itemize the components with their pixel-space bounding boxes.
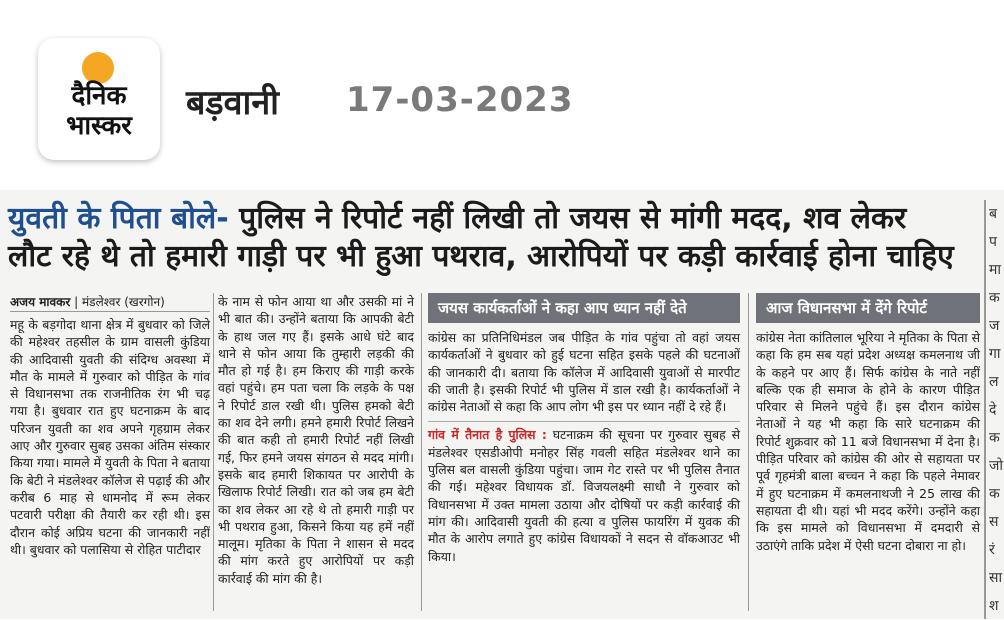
headline-line1: पुलिस ने रिपोर्ट नहीं लिखी तो जयस से मांगी मदद, शव लेकर xyxy=(239,201,907,236)
byline-place: मंडलेश्वर (खरगोन) xyxy=(81,295,165,309)
column-3-para2: घटनाक्रम की सूचना पर गुरुवार सुबह से मंडलेश्वर एसडीओपी मनोहर सिंह गवली सहित मंडलेश्वर थाने का पुलिस बल वासली कुंडिया पहुंचा। जाम गेट रास्ते पर भी पुलिस तैनात की गई। महेश्वर विधायक डॉ. विजयलक्ष्मी साधौ ने गुरुवार को विधानसभा में उक्त मामला उठाया और दोषियों पर कड़ी कार्रवाई की मांग की। आदिवासी युवती की हत्या व पुलिस फायरिंग में युवक की मौत के आरोप लगाते हुए कांग्रेस विधायकों ने सदन से वॉकआउट भी किया। xyxy=(428,427,740,564)
byline-author: अजय मावकर xyxy=(10,295,71,309)
logo-text-line2: भास्कर xyxy=(66,111,132,141)
byline: अजय मावकर | मंडलेश्वर (खरगोन) xyxy=(10,293,210,312)
edge-fragment: क xyxy=(989,430,1000,446)
edge-fragment: जो xyxy=(989,458,1004,474)
article-column-2 xyxy=(218,293,414,587)
edge-fragment: स xyxy=(989,514,999,530)
column-1-text: महू के बड़गोदा थाना क्षेत्र में बुधवार को जिले की महेश्वर तहसील के ग्राम वासली कुंडिया की आदिवासी युवती की संदिग्ध अवस्था में मौत के मामले में गुरुवार को पीड़ित के गांव से विधानसभा तक राजनीतिक रंग भी चढ़ गया है। बुधवार रात हुए घटनाक्रम के बाद परिजन युवती का शव अपने गृहग्राम लेकर आए और गुरुवार सुबह उसका अंतिम संस्कार किया गया। मामले में युवती के पिता ने बताया कि बेटी ने मंडलेश्वर कॉलेज से पढ़ाई की और करीब 6 माह से धामनोद में रूम लेकर पटवारी परीक्षा की तैयारी कर रही थी। इस दौरान कोई अप्रिय घटना की जानकारी नहीं थी। बुधवार को पलासिया से रोहित पाटीदार xyxy=(10,317,210,557)
app-header xyxy=(0,0,1004,190)
edition-date: 17-03-2023 xyxy=(346,80,574,120)
column-divider xyxy=(421,293,422,611)
edge-fragment: मा xyxy=(989,262,1001,278)
logo-text-line1: दैनिक xyxy=(71,81,127,111)
edge-fragment: सा xyxy=(989,570,1003,586)
edge-fragment: ब xyxy=(989,206,997,222)
edge-fragment: गा xyxy=(989,346,1001,362)
sun-icon xyxy=(82,52,114,84)
headline-lead: युवती के पिता बोले- xyxy=(8,201,229,236)
edge-fragment: रं xyxy=(989,542,995,558)
edge-fragment: ज xyxy=(989,318,1000,334)
column-divider xyxy=(748,293,749,611)
police-subheading: गांव में तैनात है पुलिस : xyxy=(428,427,547,443)
edge-fragment: क xyxy=(989,290,1000,306)
column-3-para1: कांग्रेस का प्रतिनिधिमंडल जब पीड़ित के गांव पहुंचा तो वहां जयस कार्यकर्ताओं ने बुधवार को हुई घटना सहित इसके पहले की घटनाओं की जानकारी दी। बताया कि कॉलेज में आदिवासी युवाओं से मारपीट की जाती है। इसकी रिपोर्ट भी पुलिस में डाल रखी है। कार्यकर्ताओं ने कांग्रेस नेताओं से कहा कि आप लोग भी इस पर ध्यान नहीं दे रहे हैं। xyxy=(428,330,740,415)
jayas-box-title: जयस कार्यकर्ताओं ने कहा आप ध्यान नहीं देते xyxy=(428,293,740,323)
column-4-text: कांग्रेस नेता कांतिलाल भूरिया ने मृतिका के पिता से कहा कि हम सब यहां प्रदेश अध्यक्ष कमलनाथ जी के कहने पर आए हैं। सिर्फ कांग्रेस के नाते नहीं बल्कि एक ही समाज के होने के कारण पीड़ित परिवार से मिलने पहुंचे हैं। इस दौरान कांग्रेस नेताओं ने यह भी कहा कि सारे घटनाक्रम की रिपोर्ट शुक्रवार को 11 बजे विधानसभा में देना है। पीड़ित परिवार को कांग्रेस की ओर से सहायता पर पूर्व गृहमंत्री बाला बच्चन ने कहा कि पहले नेमावर में हुए घटनाक्रम में कमलनाथजी ने 25 लाख की सहायता दी थी। यहां भी मदद करेंगे। उन्होंने कहा कि इस मामले को विधानसभा में दमदारी से उठाएंगे ताकि प्रदेश में ऐसी घटना दोबारा ना हो। xyxy=(756,330,980,553)
column-3-para2-wrap xyxy=(428,426,740,564)
edge-fragment: प xyxy=(989,234,997,250)
article-column-1 xyxy=(10,293,210,558)
dainik-bhaskar-logo[interactable] xyxy=(38,38,160,160)
article-column-4 xyxy=(756,293,980,554)
edge-fragment: क xyxy=(989,486,1000,502)
column-2-text: के नाम से फोन आया था और उसकी मां ने भी बात की। उन्होंने बताया कि आपकी बेटी के हाथ जल गए हैं। इसके आधे घंटे बाद थाने से फोन आया कि तुम्हारी लड़की की मौत हो गई है। हम किराए की गाड़ी करके वहां पहुंचे। हम पता चला कि लड़के के पक्ष ने रिपोर्ट डाल रखी थी। पुलिस हमको बेटी का शव देने लगी। हमने हमारी रिपोर्ट लिखने की बात कही तो हमारी रिपोर्ट नहीं लिखी गई, फिर हमने जयस संगठन से मदद मांगी। इसके बाद हमारी शिकायत पर आरोपी के खिलाफ रिपोर्ट लिखी। रात को जब हम बेटी का शव लेकर आ रहे थे तो हमारी गाड़ी पर भी पथराव हुआ, किसने किया यह हमें नहीं मालूम। मृतिका के पिता ने शासन से मदद की मांग करते हुए आरोपियों पर कड़ी कार्रवाई की मांग की है। xyxy=(218,294,414,586)
article-column-3 xyxy=(428,293,740,565)
adjacent-article-edge xyxy=(984,200,1004,619)
column-divider xyxy=(213,293,214,611)
city-name: बड़वानी xyxy=(186,83,279,123)
edge-fragment: श xyxy=(989,598,999,614)
article-headline xyxy=(8,200,980,276)
edge-fragment: दे xyxy=(989,402,997,418)
headline-line2: लौट रहे थे तो हमारी गाड़ी पर भी हुआ पथराव, आरोपियों पर कड़ी कार्रवाई होना चाहिए xyxy=(8,239,954,274)
section-divider xyxy=(428,421,740,422)
assembly-box-title: आज विधानसभा में देंगे रिपोर्ट xyxy=(756,293,980,323)
edge-fragment: ल xyxy=(989,374,999,390)
